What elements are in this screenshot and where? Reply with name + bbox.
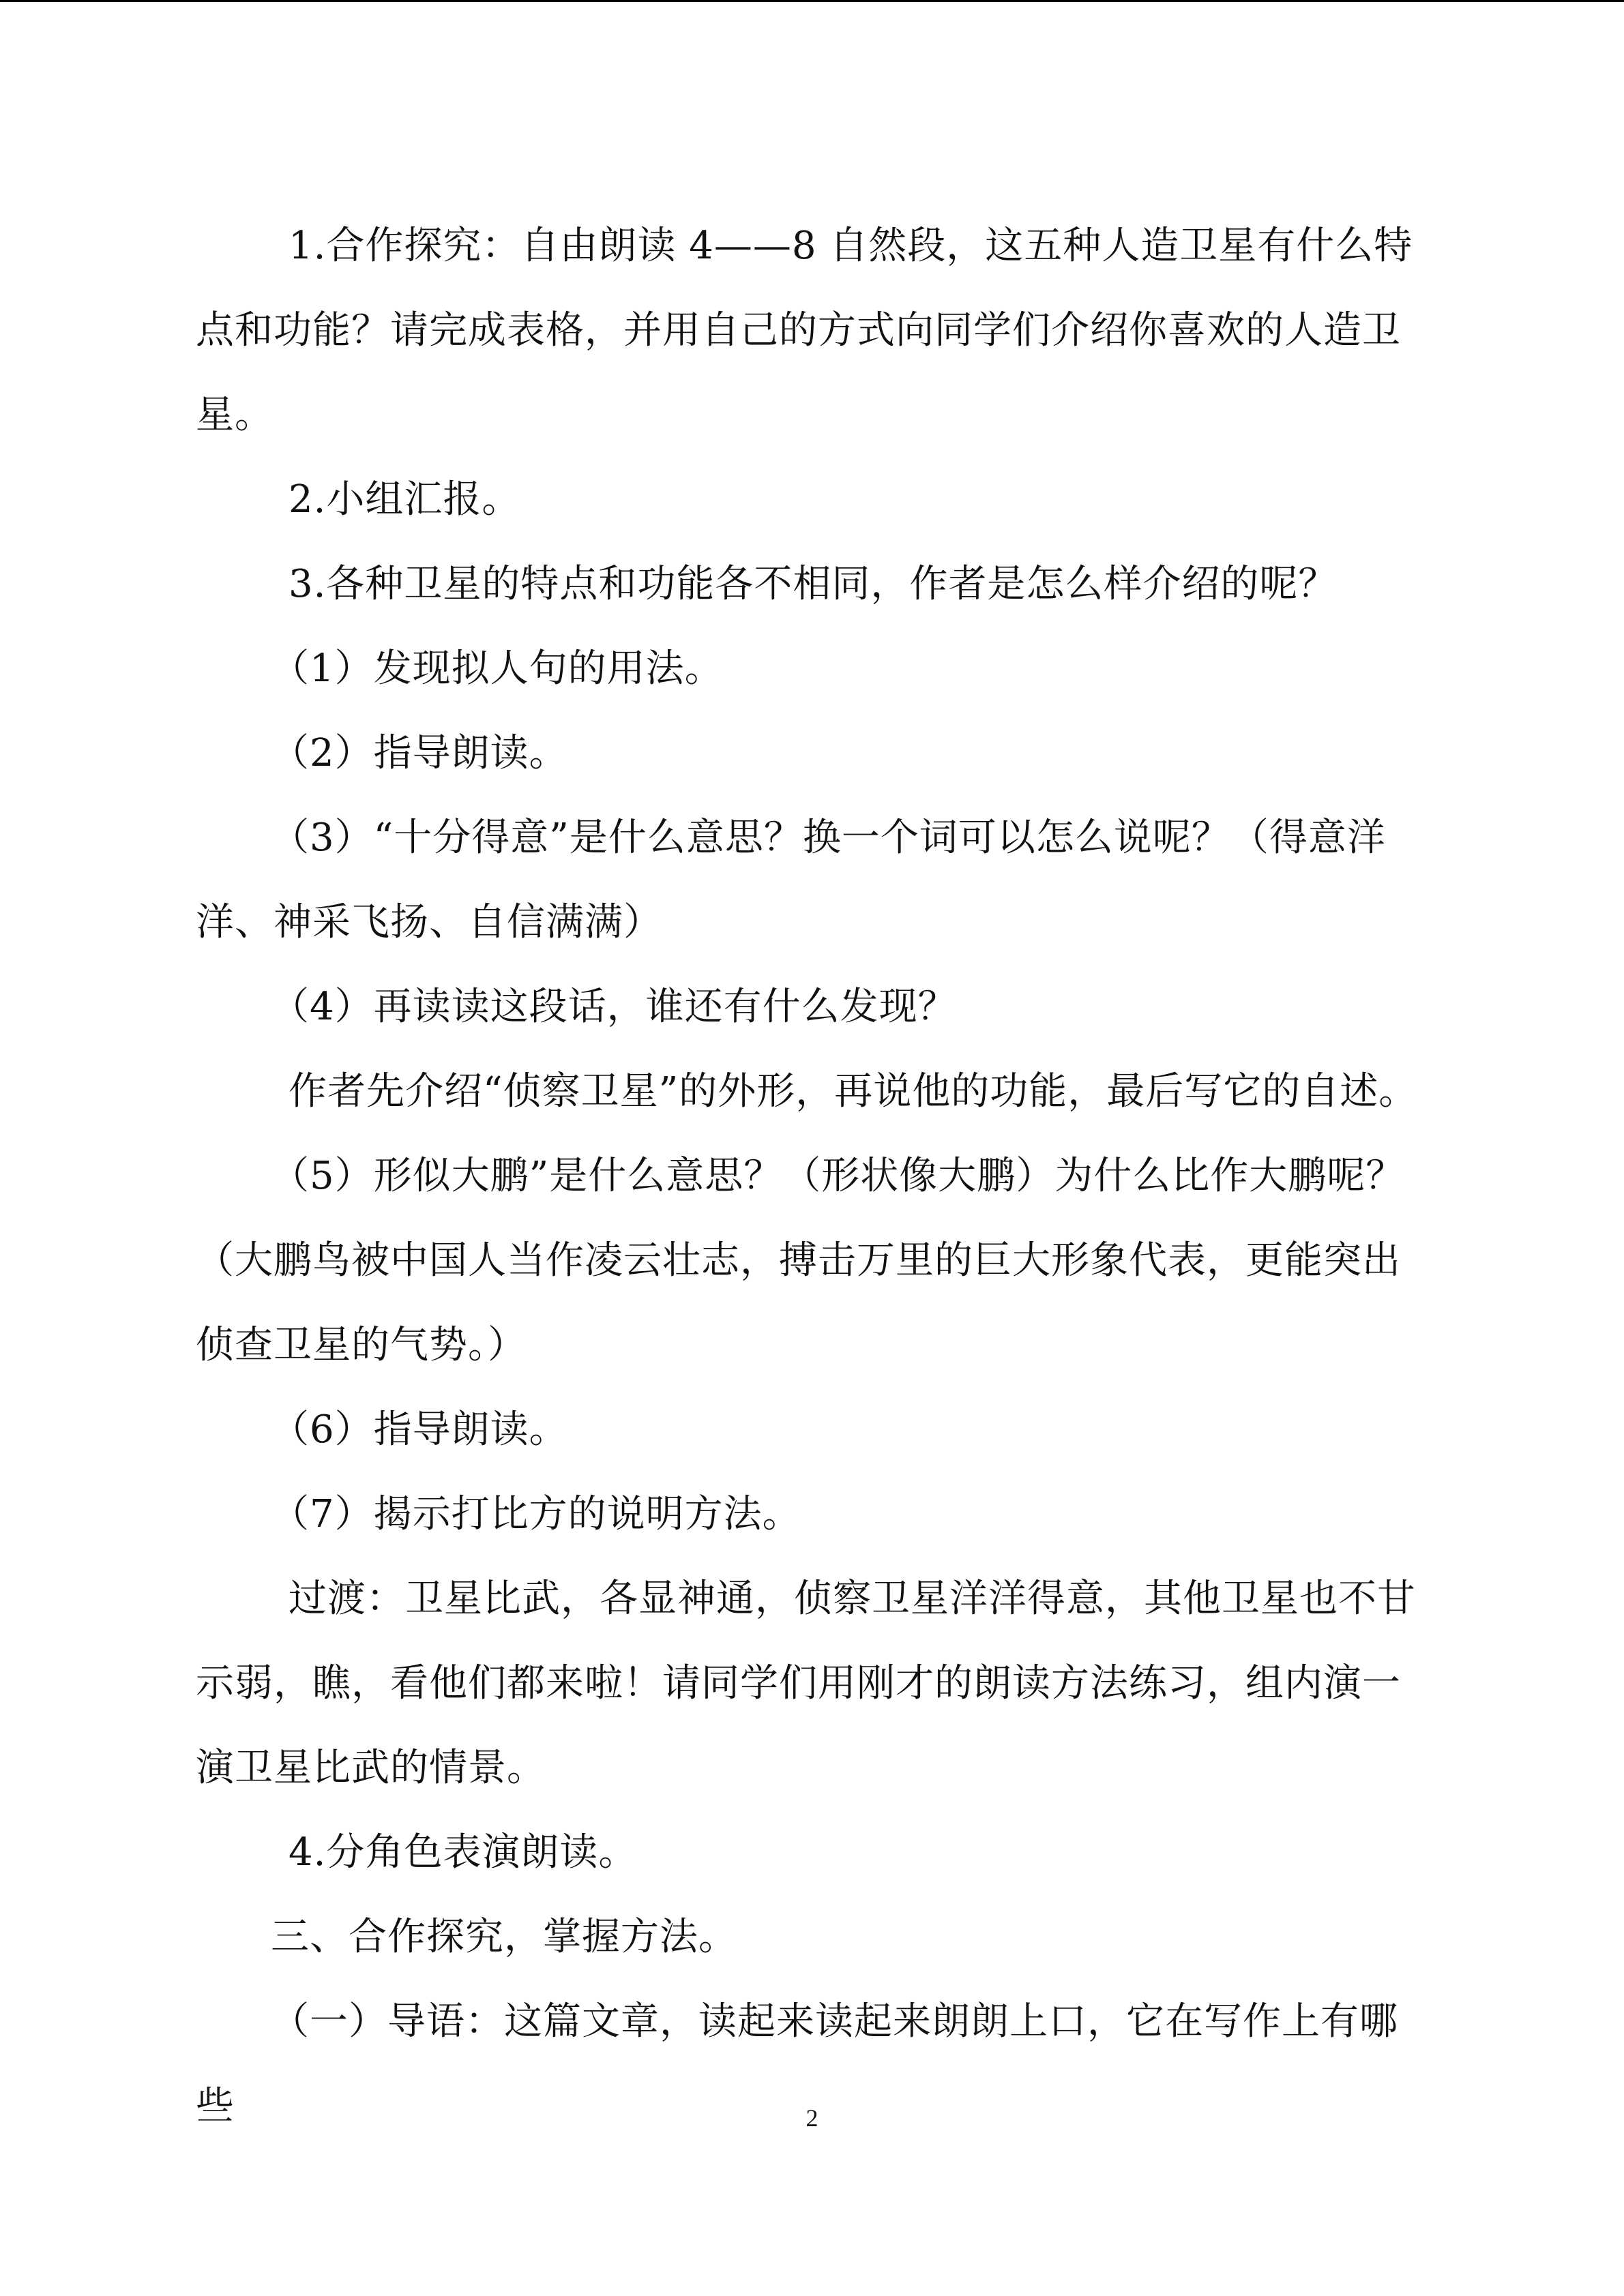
paragraph-7: （4）再读读这段话，谁还有什么发现？ bbox=[271, 985, 957, 1029]
paragraph-13: 4.分角色表演朗读。 bbox=[289, 1830, 638, 1875]
paragraph-8: 作者先介绍“侦察卫星”的外形，再说他的功能，最后写它的自述。 bbox=[289, 1069, 1418, 1114]
paragraph-4: （1）发现拟人句的用法。 bbox=[271, 646, 724, 691]
paragraph-6: （3）“十分得意”是什么意思？换一个词可以怎么说呢？（得意洋洋、神采飞扬、自信满满） bbox=[196, 816, 1386, 944]
paragraph-9: （5）形似大鹏”是什么意思？（形状像大鹏）为什么比作大鹏呢？（大鹏鸟被中国人当作凌云壮志，搏击万里的巨大形象代表，更能突出侦查卫星的气势。） bbox=[196, 1154, 1405, 1367]
paragraph-11: （7）揭示打比方的说明方法。 bbox=[271, 1492, 801, 1536]
paragraph-1: 1.合作探究：自由朗读 4——8 自然段，这五种人造卫星有什么特点和功能？请完成表格，并用自己的方式向同学们介绍你喜欢的人造卫星。 bbox=[196, 224, 1413, 437]
paragraph-5: （2）指导朗读。 bbox=[271, 731, 568, 775]
paragraph-3: 3.各种卫星的特点和功能各不相同，作者是怎么样介绍的呢？ bbox=[289, 562, 1338, 606]
paragraph-12: 过渡：卫星比武，各显神通，侦察卫星洋洋得意，其他卫星也不甘示弱，瞧，看他们都来啦！请同学们用刚才的朗读方法练习，组内演一演卫星比武的情景。 bbox=[196, 1577, 1416, 1790]
document-body bbox=[196, 204, 1423, 2149]
page-number: 2 bbox=[806, 2104, 818, 2132]
paragraph-2: 2.小组汇报。 bbox=[289, 477, 521, 522]
paragraph-15: （一）导语：这篇文章，读起来读起来朗朗上口，它在写作上有哪些 bbox=[196, 1999, 1398, 2128]
paragraph-10: （6）指导朗读。 bbox=[271, 1407, 568, 1452]
section-heading: 三、合作探究，掌握方法。 bbox=[271, 1915, 737, 1959]
